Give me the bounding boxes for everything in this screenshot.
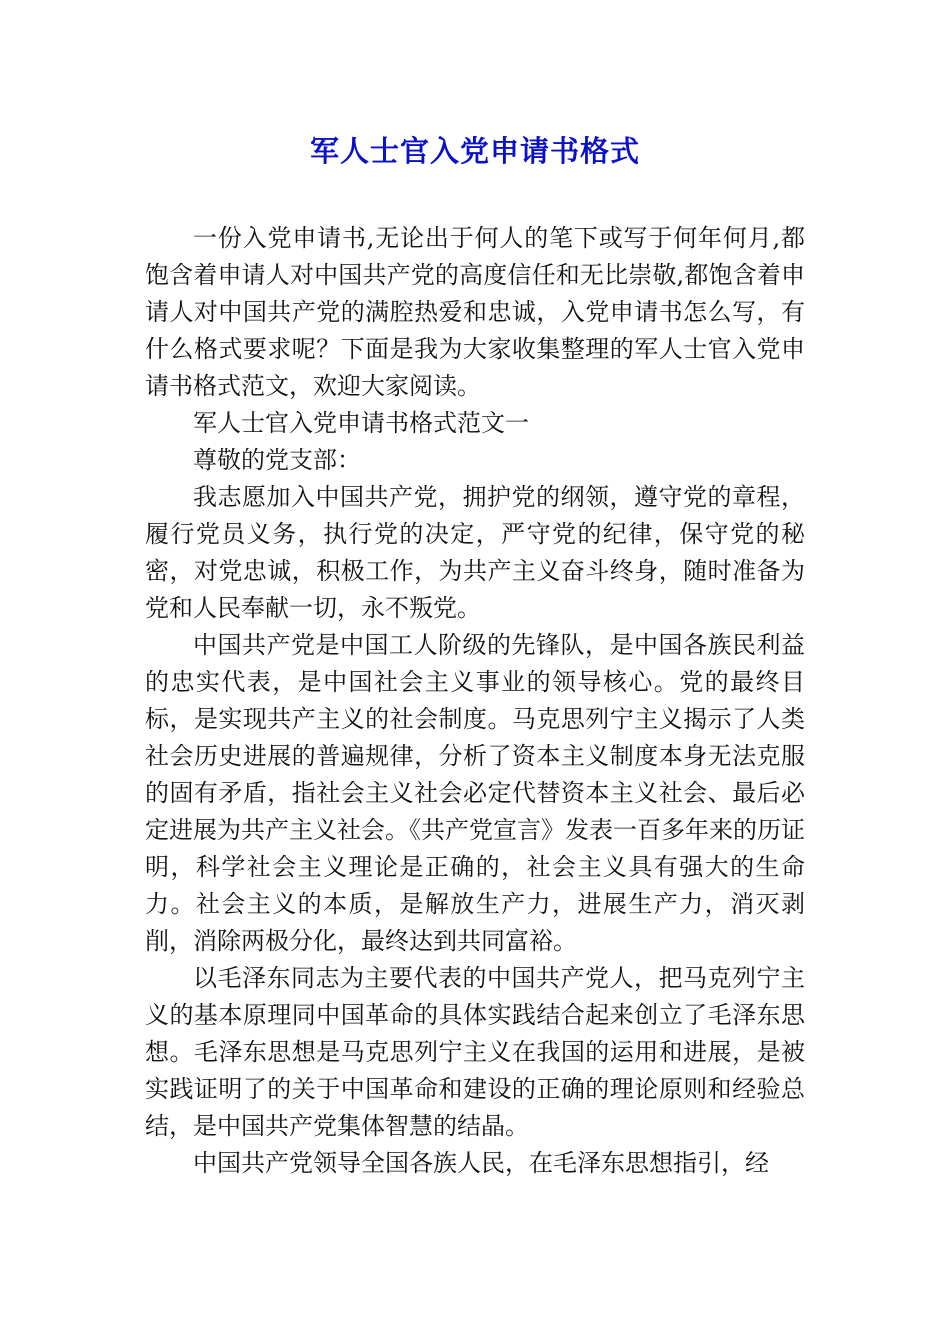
document-body — [145, 220, 805, 1182]
paragraph-continued: 中国共产党领导全国各族人民，在毛泽东思想指引，经 — [193, 1149, 769, 1177]
paragraph-subheading: 军人士官入党申请书格式范文一 — [193, 409, 529, 437]
paragraph-mao-thought: 以毛泽东同志为主要代表的中国共产党人，把马克列宁主义的基本原理同中国革命的具体实践结合起来创立了毛泽东思想。毛泽东思想是马克思列宁主义在我国的运用和进展，是被实践证明了的关于中国革命和建设的正确的理论原则和经验总结，是中国共产党集体智慧的结晶。 — [145, 964, 805, 1140]
paragraph-party-nature: 中国共产党是中国工人阶级的先锋队，是中国各族民利益的忠实代表，是中国社会主义事业的领导核心。党的最终目标，是实现共产主义的社会制度。马克思列宁主义揭示了人类社会历史进展的普遍规律，分析了资本主义制度本身无法克服的固有矛盾，指社会主义社会必定代替资本主义社会、最后必定进展为共产主义社会。《共产党宣言》发表一百多年来的历证明，科学社会主义理论是正确的，社会主义具有强大的生命力。社会主义的本质，是解放生产力，进展生产力，消灭剥削，消除两极分化，最终达到共同富裕。 — [145, 631, 805, 955]
paragraph-pledge: 我志愿加入中国共产党，拥护党的纲领，遵守党的章程，履行党员义务，执行党的决定，严守党的纪律，保守党的秘密，对党忠诚，积极工作，为共产主义奋斗终身，随时准备为党和人民奉献一切，永不叛党。 — [145, 483, 805, 622]
paragraph-salutation: 尊敬的党支部： — [193, 446, 361, 474]
paragraph-intro: 一份入党申请书,无论出于何人的笔下或写于何年何月,都饱含着申请人对中国共产党的高度信任和无比崇敬,都饱含着申请人对中国共产党的满腔热爱和忠诚，入党申请书怎么写，有什么格式要求呢？下面是我为大家收集整理的军人士官入党申请书格式范文，欢迎大家阅读。 — [145, 224, 805, 400]
document-title: 军人士官入党申请书格式 — [309, 134, 640, 168]
